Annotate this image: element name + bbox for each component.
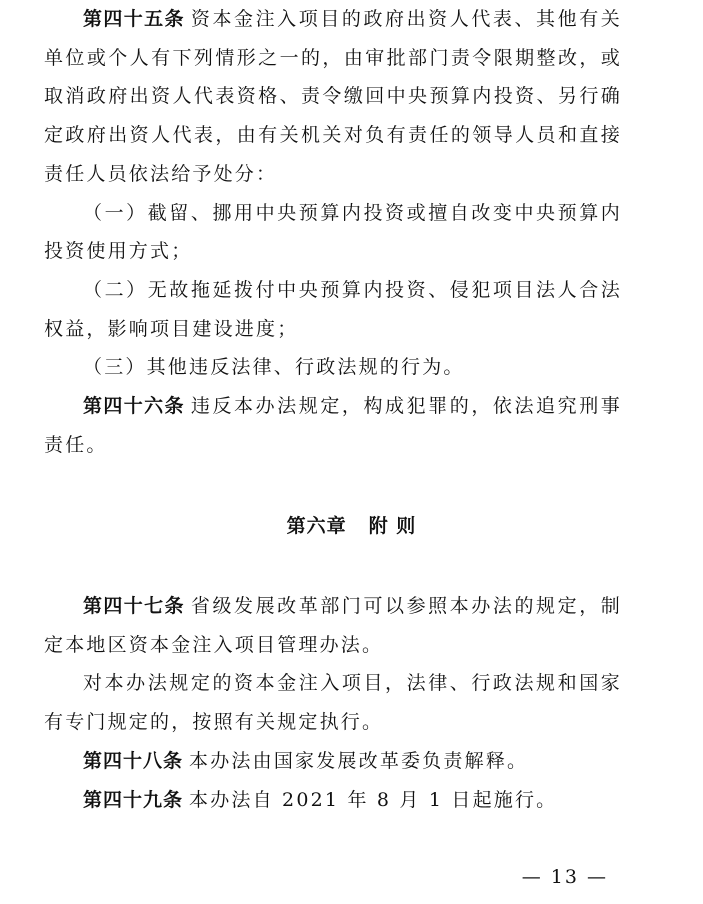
article-45-item-1: （一）截留、挪用中央预算内投资或擅自改变中央预算内投资使用方式； bbox=[44, 201, 622, 263]
article-49-paragraph bbox=[44, 781, 622, 820]
article-47-label: 第四十七条 bbox=[83, 595, 185, 617]
page-number: — 13 — bbox=[521, 866, 608, 888]
article-47-paragraph bbox=[44, 587, 622, 664]
article-47-paragraph-2: 对本办法规定的资本金注入项目，法律、行政法规和国家有专门规定的，按照有关规定执行。 bbox=[44, 672, 622, 734]
article-45-item-3: （三）其他违反法律、行政法规的行为。 bbox=[83, 356, 465, 379]
chapter-title: 附 则 bbox=[368, 515, 417, 537]
chapter-number: 第六章 bbox=[286, 515, 347, 537]
article-49-label: 第四十九条 bbox=[83, 788, 184, 811]
article-48-text: 本办法由国家发展改革委负责解释。 bbox=[189, 749, 529, 772]
chapter-heading bbox=[0, 507, 703, 545]
article-49-text: 本办法自 2021 年 8 月 1 日起施行。 bbox=[189, 788, 558, 811]
article-48-paragraph bbox=[44, 742, 622, 781]
article-46-paragraph bbox=[44, 387, 622, 464]
article-48-label: 第四十八条 bbox=[83, 749, 184, 772]
article-46-text: 违反本办法规定，构成犯罪的，依法追究刑事责任。 bbox=[44, 395, 622, 456]
article-45-text: 资本金注入项目的政府出资人代表、其他有关单位或个人有下列情形之一的，由审批部门责令限期整改，或取消政府出资人代表资格、责令缴回中央预算内投资、另行确定政府出资人代表，由有关机关对负有责任的领导人员和直接责任人员依法给予处分： bbox=[44, 8, 622, 185]
article-45-paragraph bbox=[44, 0, 622, 194]
article-45-label: 第四十五条 bbox=[83, 8, 185, 30]
article-46-label: 第四十六条 bbox=[83, 395, 185, 418]
article-45-item-2: （二）无故拖延拨付中央预算内投资、侵犯项目法人合法权益，影响项目建设进度； bbox=[44, 278, 622, 340]
main-text-block bbox=[44, 0, 622, 464]
article-47-text: 省级发展改革部门可以参照本办法的规定，制定本地区资本金注入项目管理办法。 bbox=[44, 595, 622, 656]
closing-text-block bbox=[44, 587, 622, 819]
